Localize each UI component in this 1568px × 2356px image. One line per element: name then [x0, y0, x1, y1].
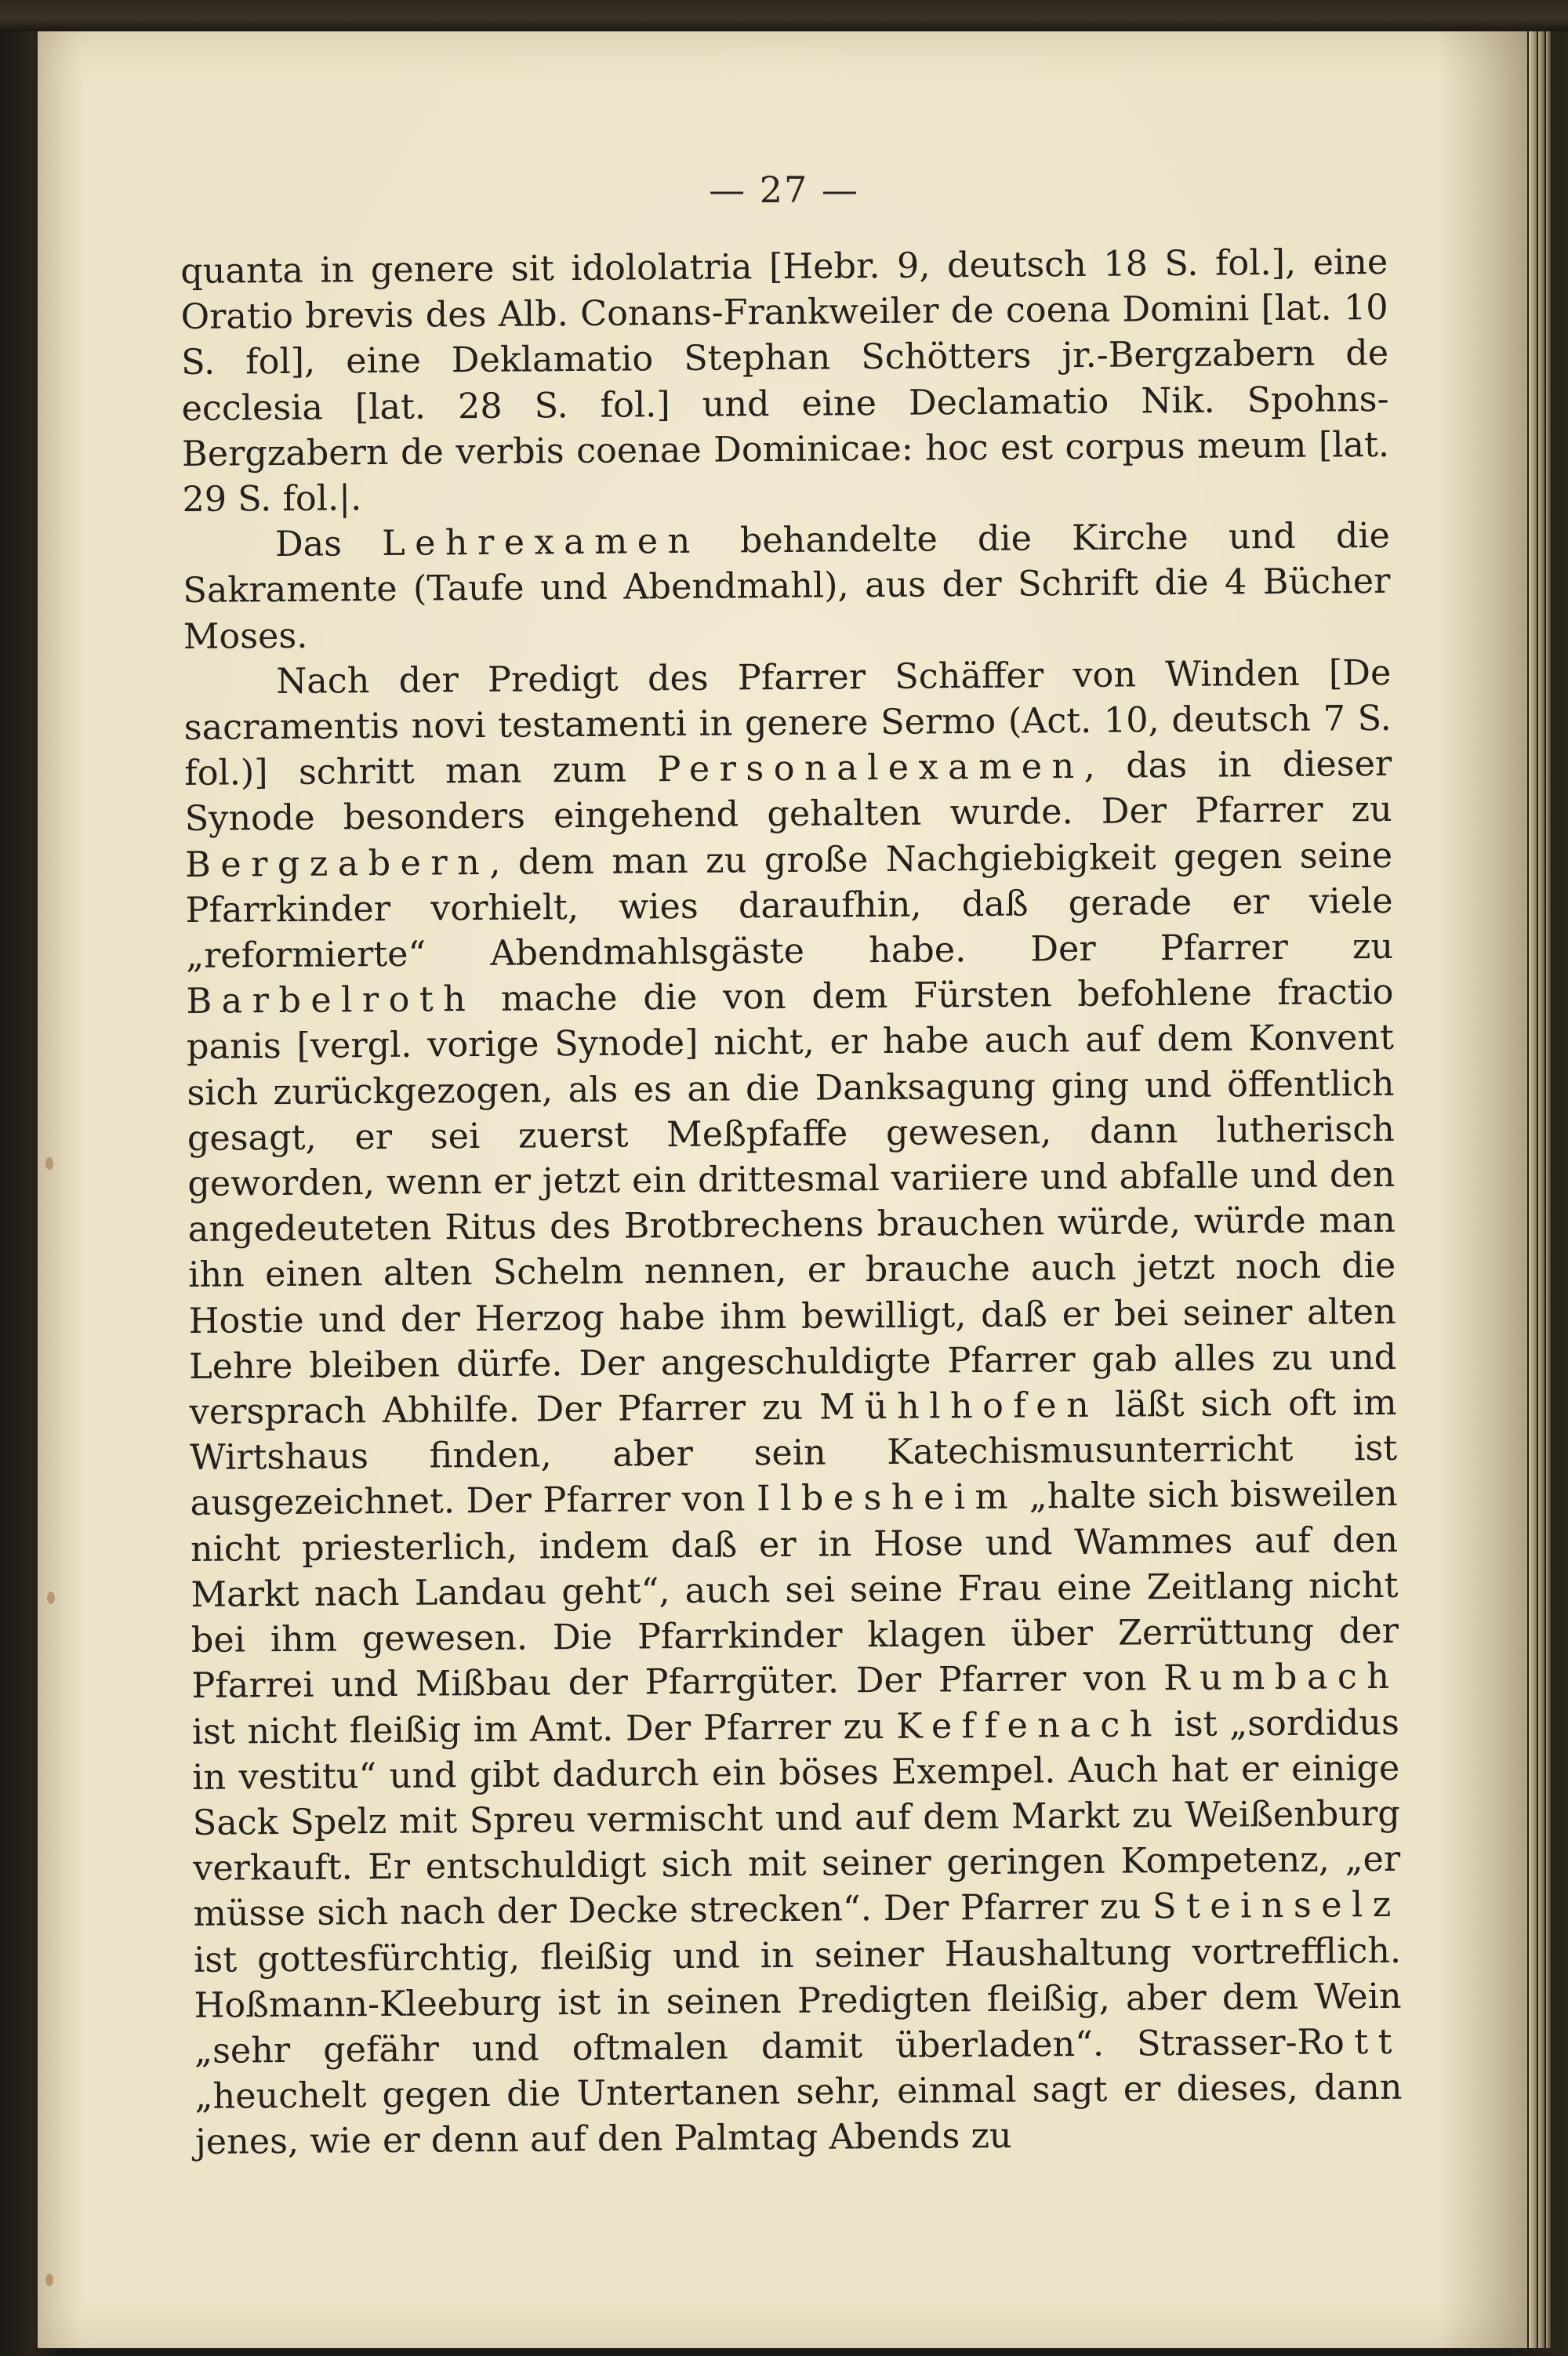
text-run: behandelte die Kirche und die Sakramente (Taufe und Abendmahl), aus der Schrift die 4 Bücher Moses. [183, 516, 1391, 657]
spaced-term: Personalexamen [657, 746, 1084, 790]
text-run: mache die von dem Fürsten befohlene fractio panis [vergl. vorige Synode] nicht, er habe auch auf dem Konvent sich zurückgezogen, als es an die Danksagung ging und öffentlich gesagt, er sei zuerst Meßpfaffe gewesen, dann lutherisch geworden, wenn er jetzt ein drittesmal variiere und abfalle und den angedeuteten Ritus des Brotbrechens brauchen würde, würde man ihn einen alten Schelm nennen, er brauche auch jetzt noch die Hostie und der Herzog habe ihm bewilligt, daß er bei seiner alten Lehre bleiben dürfe. Der angeschuldigte Pfarrer gab alles zu und versprach Abhilfe. Der Pfarrer zu [186, 972, 1397, 1433]
paragraph-3 [183, 651, 1403, 2166]
text-run: ist nicht fleißig im Amt. Der Pfarrer zu [191, 1706, 897, 1752]
page-edge [1546, 31, 1551, 2348]
body-text [180, 240, 1403, 2166]
book-top-edge [0, 0, 1568, 31]
place-name: Keffenach [896, 1704, 1163, 1747]
margin-stain [45, 2274, 53, 2286]
place-name: Ilbesheim [756, 1477, 1018, 1519]
paragraph-2 [183, 514, 1391, 660]
place-name: Mühlhofen [818, 1385, 1099, 1428]
page-number: — 27 — [709, 169, 859, 211]
place-name: ott [1323, 2021, 1403, 2063]
place-name: Steinselz [1152, 1885, 1401, 1927]
text-run: ist gottesfürchtig, fleißig und in seiner Haushaltung vortrefflich. Hoßmann-Kleeburg ist in seinen Predigten fleißig, aber dem Wein „sehr gefähr und oftmalen damit überladen“. Strasser- [193, 1930, 1402, 2071]
margin-stain [45, 1157, 53, 1170]
place-name: Bergzabern [184, 842, 490, 885]
place-name: Barbelroth [186, 979, 476, 1022]
place-name: Rumbach [1163, 1657, 1399, 1699]
text-run: „halte sich bisweilen nicht priesterlich, indem daß er in Hose und Wammes auf den Markt nach Landau geht“, auch sei seine Frau eine Zeitlang nicht bei ihm gewesen. Die Pfarrkinder klagen über Zerrüttung der Pfarrei und Mißbau der Pfarrgüter. Der Pfarrer von [190, 1474, 1399, 1707]
text-run: R [1297, 2022, 1324, 2063]
text-run: Das [274, 524, 383, 565]
page-edge [1529, 31, 1537, 2348]
text-run: ist „sordidus in vestitu“ und gibt dadurch ein böses Exempel. Auch hat er einige Sack Spelz mit Spreu vermischt und auf dem Markt zu Weißenburg verkauft. Er entschuldigt sich mit seiner geringen Kompetenz, „er müsse sich nach der Decke strecken“. Der Pfarrer zu [192, 1702, 1401, 1935]
margin-stain [47, 1592, 55, 1604]
spaced-term: Lehrexamen [381, 521, 700, 564]
text-run: Nach der Predigt des Pfarrer Schäffer von Winden [De sacramentis novi testamenti in genere Sermo (Act. 10, deutsch 7 S. fol.)] schritt man zum [183, 652, 1392, 794]
text-run: läßt sich oft im Wirtshaus finden, aber sein Katechismusunterricht ist ausgezeichnet. Der Pfarrer von [189, 1382, 1398, 1524]
text-run: , dem man zu große Nachgiebigkeit gegen seine Pfarrkinder vorhielt, wies daraufhin, daß gerade er viele „reformierte“ Abendmahlsgäste habe. Der Pfarrer zu [185, 835, 1394, 977]
paragraph-1 [180, 240, 1390, 523]
text-run: quanta in genere sit idololatria [Hebr. 9, deutsch 18 S. fol.], eine Oratio brevis des Alb. Conans-Frankweiler de coena Domini [lat. 10 S. fol], eine Deklamatio Stephan Schötters jr.-Bergzabern de ecclesia [lat. 28 S. fol.] und eine Declamatio Nik. Spohns-Bergzabern de verbis coenae Dominicae: hoc est corpus meum [lat. 29 S. fol.|. [180, 241, 1390, 521]
page-edge [1538, 31, 1544, 2348]
text-run: „heuchelt gegen die Untertanen sehr, einmal sagt er dieses, dann jenes, wie er denn auf den Palmtag Abends zu [194, 2067, 1403, 2163]
text-run: , das in dieser Synode besonders eingehend gehalten wurde. Der Pfarrer zu [184, 744, 1392, 840]
